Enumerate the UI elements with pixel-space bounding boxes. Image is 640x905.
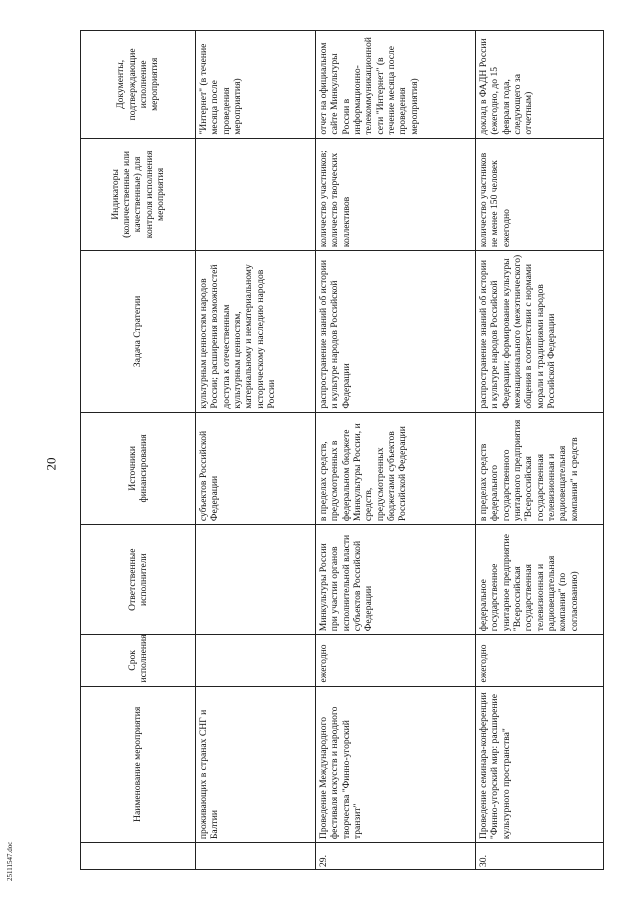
row-documents: "Интернет" (в течение месяца после проведения мероприятия): [196, 31, 316, 139]
row-indicators: количество участников; количество творческих коллективов: [316, 138, 476, 251]
row-responsible: федеральное государственное унитарное предприятие "Всероссийская государственная телевизионная и радиовещательная компания" (по согласованию): [476, 525, 604, 635]
row-indicators: количество участников не менее 150 человек ежегодно: [476, 138, 604, 251]
table-row: [476, 31, 604, 870]
row-documents: доклад в ФАДН России (ежегодно, до 15 февраля года, следующего за отчетным): [476, 31, 604, 139]
row-sources: в пределах средств, предусмотренных в федеральном бюджете Минкультуры России, и средств, предусмотренных бюджетами субъектов Российской Федерации: [316, 412, 476, 525]
header-responsible: Ответственные исполнители: [81, 525, 196, 635]
row-name: проживающих в странах СНГ и Балтии: [196, 686, 316, 843]
header-sources: Источники финансирования: [81, 412, 196, 525]
page-number-text: 20: [43, 457, 58, 471]
event-plan-table: [80, 30, 604, 870]
footer-code-text: 25111547.doc: [6, 841, 14, 881]
table-header-row: [81, 31, 196, 870]
row-task: распространение знаний об истории и культуре народов Российской Федерации: [316, 251, 476, 412]
event-plan-table-container: [80, 30, 600, 870]
header-indicators: Индикаторы (количественные или качественные) для контроля исполнения мероприятия: [81, 138, 196, 251]
table-row: [316, 31, 476, 870]
header-number: [81, 843, 196, 870]
row-name: Проведение Международного фестиваля искусств и народного творчества "Финно-угорский транзит": [316, 686, 476, 843]
row-term: [196, 635, 316, 686]
row-indicators: [196, 138, 316, 251]
row-number: [196, 843, 316, 870]
header-documents: Документы, подтверждающие исполнение мероприятия: [81, 31, 196, 139]
page-number: [40, 453, 62, 475]
row-number: 30.: [476, 843, 604, 870]
row-documents: отчет на официальном сайте Минкультуры России в информационно-телекоммуникационной сети "Интернет" (в течение месяца после проведения мероприятия): [316, 31, 476, 139]
row-sources: в пределах средств федерального государственного унитарного предприятия "Всероссийская государственная телевизионная и радиовещательная компания" и средств: [476, 412, 604, 525]
row-responsible: Минкультуры России при участии органов исполнительной власти субъектов Российской Федерации: [316, 525, 476, 635]
row-task: распространение знаний об истории и культуре народов Российской Федерации; формирование культуры межнационального (межэтнического) общения в соответствии с нормами морали и традициями народов Российской Федерации: [476, 251, 604, 412]
row-number: 29.: [316, 843, 476, 870]
row-responsible: [196, 525, 316, 635]
header-name: Наименование мероприятия: [81, 686, 196, 843]
table-row: [196, 31, 316, 870]
row-sources: субъектов Российской Федерации: [196, 412, 316, 525]
header-term: Срок исполнения: [81, 635, 196, 686]
header-task: Задача Стратегии: [81, 251, 196, 412]
row-name: Проведение семинара-конференции "Финно-угорский мир: расширение культурного пространства": [476, 686, 604, 843]
row-task: культурным ценностям народов России; расширения возможностей доступа к отечественным культурным ценностям, материальному и нематериальному историческому наследию народов России: [196, 251, 316, 412]
row-term: ежегодно: [316, 635, 476, 686]
row-term: ежегодно: [476, 635, 604, 686]
